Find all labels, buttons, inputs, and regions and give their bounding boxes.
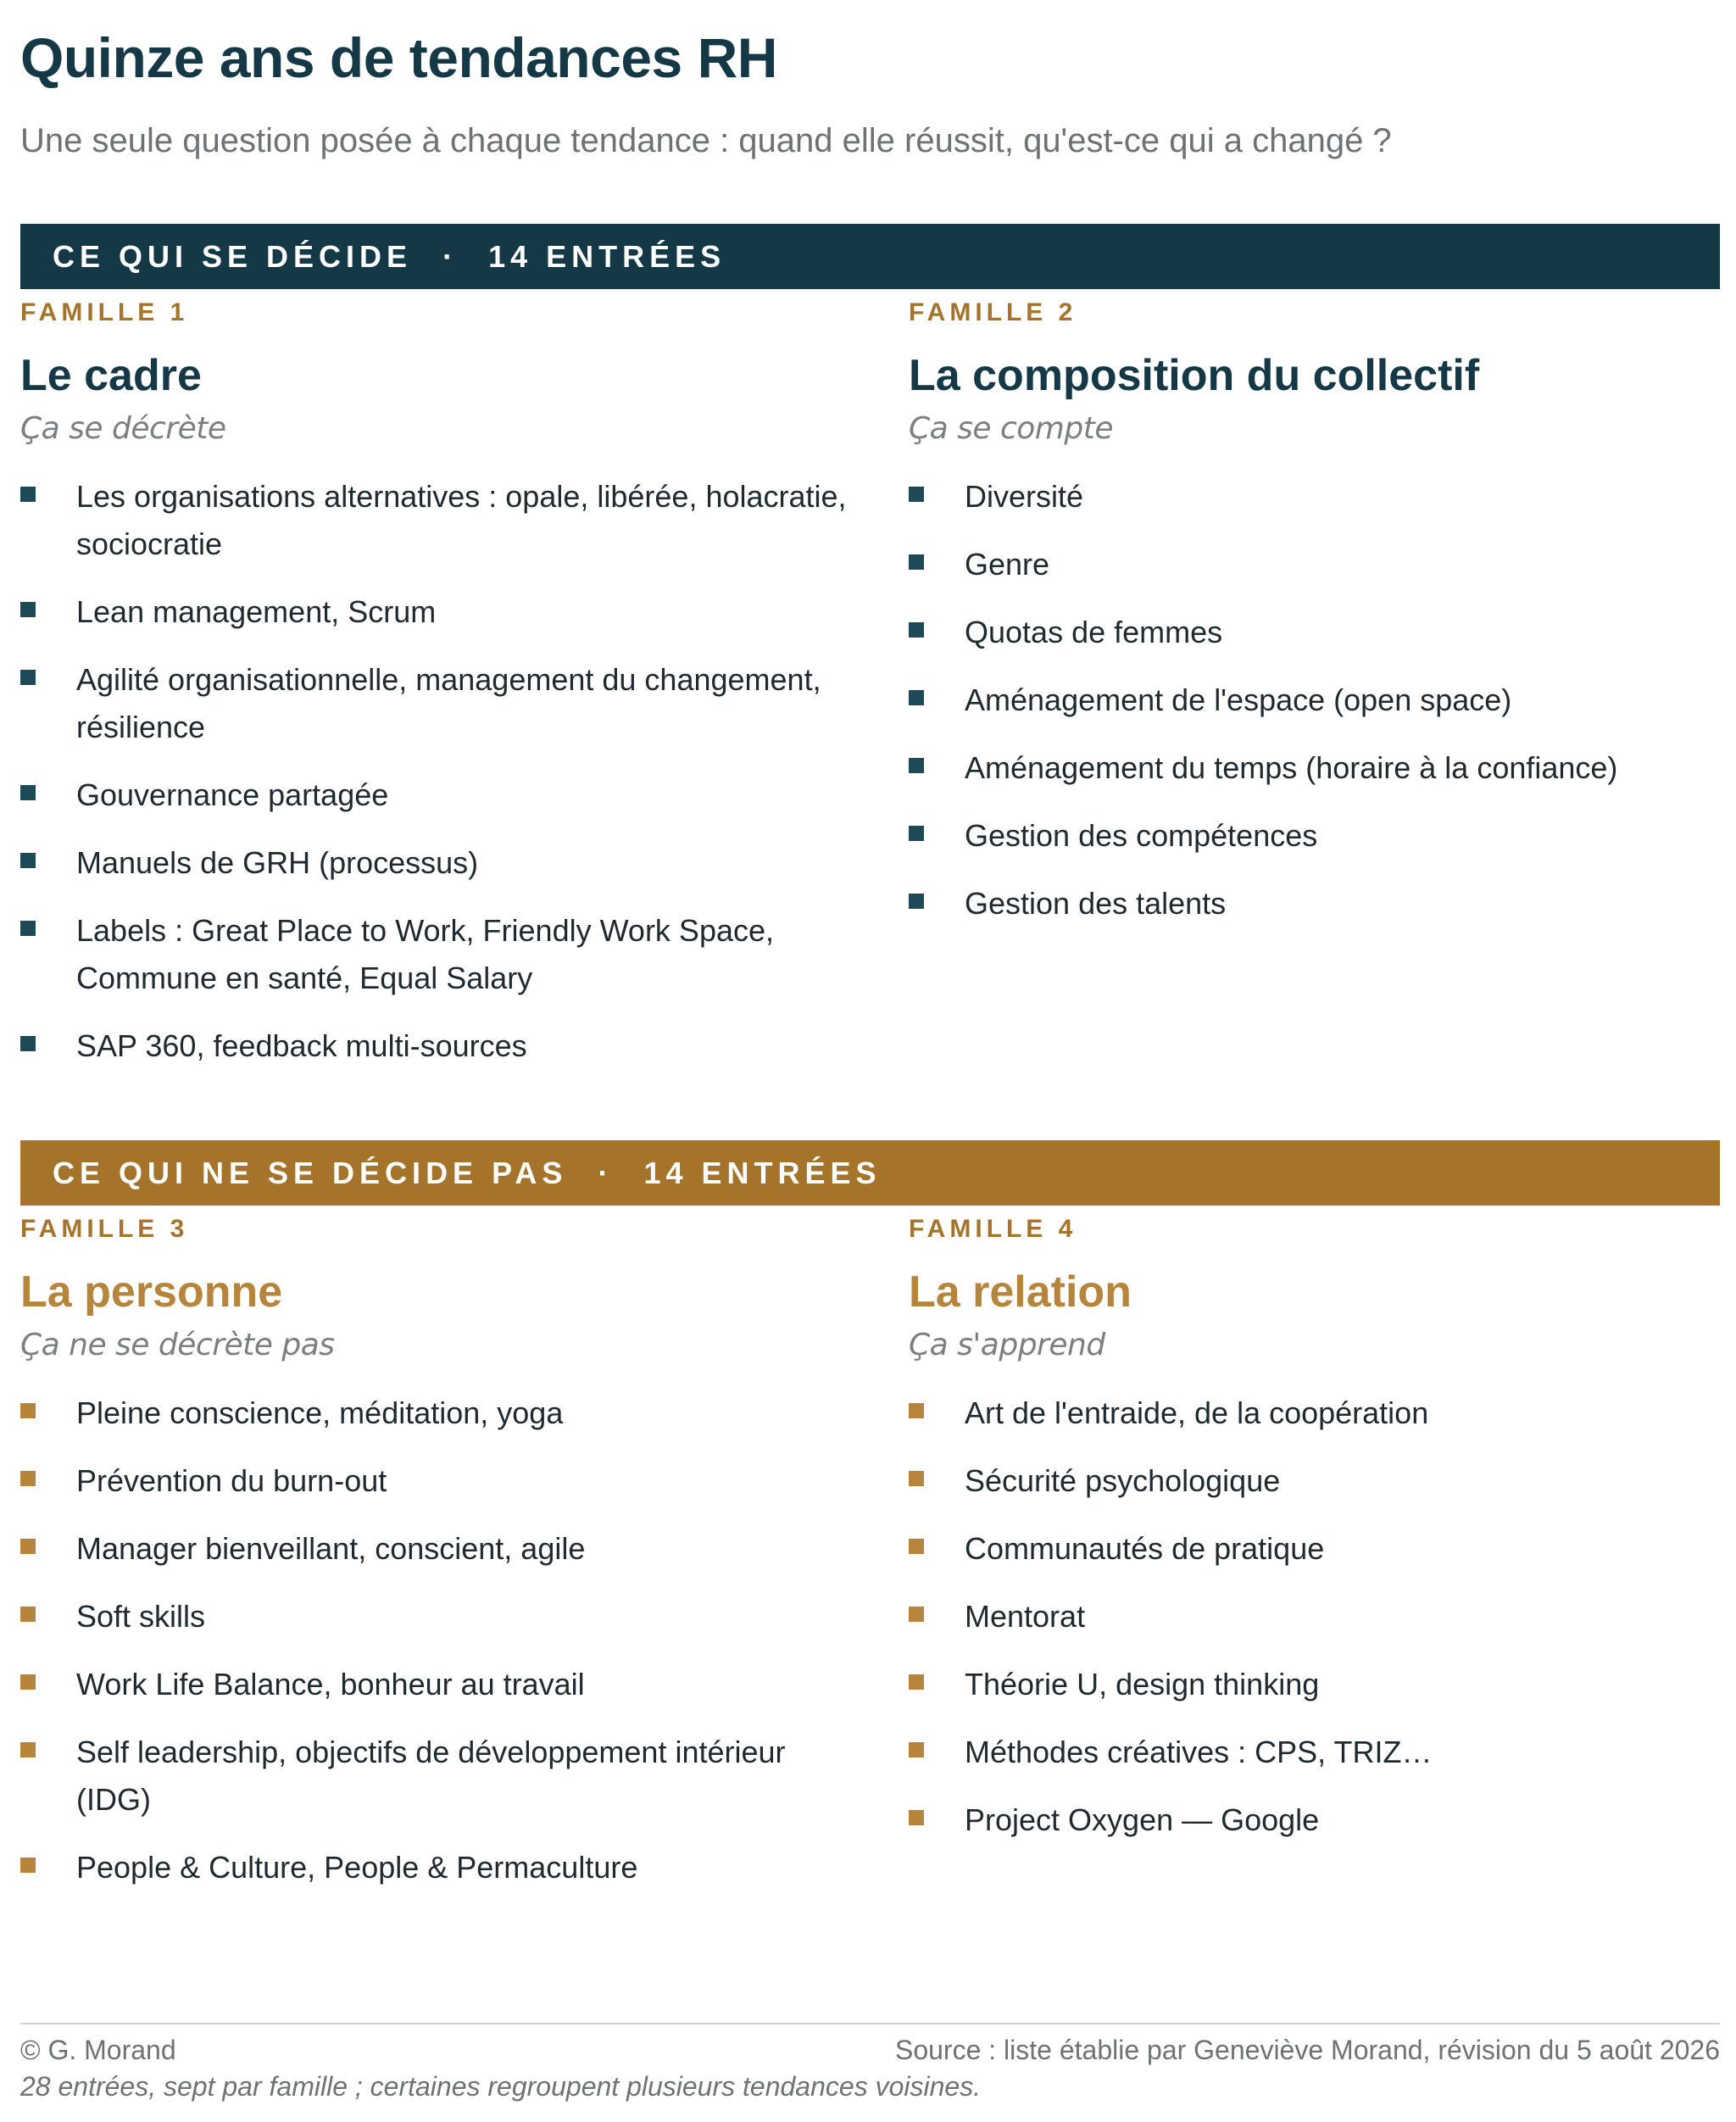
list-item-text: Méthodes créatives : CPS, TRIZ… xyxy=(965,1735,1433,1769)
bullet-square-icon xyxy=(909,487,924,502)
list-item-text: Gestion des compétences xyxy=(965,818,1318,853)
bullet-square-icon xyxy=(909,1674,924,1690)
bullet-square-icon xyxy=(20,1539,36,1554)
list-item xyxy=(20,1593,860,1640)
list-item xyxy=(20,1022,860,1070)
bullet-square-icon xyxy=(20,602,36,617)
family-label: FAMILLE 1 xyxy=(20,298,189,326)
list-item-text: Lean management, Scrum xyxy=(76,594,437,629)
family-item-list xyxy=(20,473,860,1070)
list-item-text: Gouvernance partagée xyxy=(76,777,389,812)
list-item-text: Soft skills xyxy=(76,1599,206,1634)
list-item xyxy=(909,609,1736,656)
bullet-square-icon xyxy=(20,921,36,936)
bullet-square-icon xyxy=(909,690,924,705)
list-item-text: SAP 360, feedback multi-sources xyxy=(76,1028,527,1063)
list-item xyxy=(909,541,1736,588)
page-title: Quinze ans de tendances RH xyxy=(20,26,777,89)
bullet-square-icon xyxy=(909,1607,924,1622)
list-item-text: Genre xyxy=(965,547,1050,582)
family-label: FAMILLE 3 xyxy=(20,1215,189,1243)
bullet-square-icon xyxy=(20,853,36,868)
family-title: La composition du collectif xyxy=(909,351,1480,400)
family-subtitle: Ça ne se décrète pas xyxy=(20,1328,335,1362)
section-bar-decided xyxy=(20,224,1720,289)
list-item xyxy=(20,1729,860,1824)
list-item-text: Prévention du burn-out xyxy=(76,1463,387,1498)
list-item-text: People & Culture, People & Permaculture xyxy=(76,1850,638,1885)
list-item-text: Manuels de GRH (processus) xyxy=(76,845,479,880)
bullet-square-icon xyxy=(20,487,36,502)
list-item xyxy=(909,1661,1736,1708)
bullet-square-icon xyxy=(20,1607,36,1622)
bullet-square-icon xyxy=(20,1036,36,1051)
section-separator: · xyxy=(442,239,459,274)
list-item-text: Aménagement du temps (horaire à la confiance) xyxy=(965,750,1618,785)
list-item-text: Communautés de pratique xyxy=(965,1531,1325,1566)
family-2 xyxy=(909,298,1736,948)
family-label: FAMILLE 4 xyxy=(909,1215,1077,1243)
bullet-square-icon xyxy=(909,758,924,773)
footer-note: 28 entrées, sept par famille ; certaines regroupent plusieurs tendances voisines. xyxy=(20,2071,982,2102)
section-label: CE QUI SE DÉCIDE xyxy=(53,239,413,274)
bullet-square-icon xyxy=(909,1539,924,1554)
list-item xyxy=(909,1593,1736,1640)
bullet-square-icon xyxy=(20,1674,36,1690)
list-item xyxy=(20,588,860,636)
list-item xyxy=(20,1661,860,1708)
list-item-text: Sécurité psychologique xyxy=(965,1463,1281,1498)
list-item-text: Self leadership, objectifs de développement intérieur (IDG) xyxy=(76,1735,786,1817)
list-item-text: Aménagement de l'espace (open space) xyxy=(965,682,1512,717)
list-item xyxy=(909,1390,1736,1437)
list-item-text: Gestion des talents xyxy=(965,886,1227,921)
bullet-square-icon xyxy=(20,670,36,685)
bullet-square-icon xyxy=(909,826,924,841)
list-item-text: Art de l'entraide, de la coopération xyxy=(965,1395,1429,1430)
list-item xyxy=(20,1844,860,1891)
family-3 xyxy=(20,1215,860,1912)
list-item xyxy=(20,839,860,887)
list-item xyxy=(20,1457,860,1505)
list-item xyxy=(909,880,1736,927)
section-bar-not-decided xyxy=(20,1140,1720,1206)
list-item-text: Quotas de femmes xyxy=(965,615,1223,649)
list-item xyxy=(20,907,860,1002)
list-item-text: Manager bienveillant, conscient, agile xyxy=(76,1531,586,1566)
list-item xyxy=(20,1390,860,1437)
footer-divider xyxy=(20,2023,1720,2025)
bullet-square-icon xyxy=(20,1857,36,1873)
family-item-list xyxy=(909,1390,1736,1844)
family-1 xyxy=(20,298,860,1090)
bullet-square-icon xyxy=(20,1471,36,1486)
section-count: 14 ENTRÉES xyxy=(643,1156,882,1190)
list-item xyxy=(20,771,860,819)
page-subtitle: Une seule question posée à chaque tendance : quand elle réussit, qu'est-ce qui a changé ? xyxy=(20,122,1392,159)
bullet-square-icon xyxy=(909,1742,924,1757)
list-item-text: Project Oxygen — Google xyxy=(965,1802,1320,1837)
list-item xyxy=(20,473,860,568)
section-count: 14 ENTRÉES xyxy=(488,239,726,274)
list-item xyxy=(20,656,860,751)
bullet-square-icon xyxy=(20,1403,36,1418)
bullet-square-icon xyxy=(909,1810,924,1825)
footer-source: Source : liste établie par Geneviève Morand, révision du 5 août 2026 xyxy=(894,2035,1720,2065)
list-item-text: Théorie U, design thinking xyxy=(965,1667,1320,1701)
family-label: FAMILLE 2 xyxy=(909,298,1077,326)
family-subtitle: Ça se compte xyxy=(909,411,1113,446)
bullet-square-icon xyxy=(909,894,924,909)
section-separator: · xyxy=(598,1156,614,1190)
family-4 xyxy=(909,1215,1736,1864)
family-item-list xyxy=(909,473,1736,927)
family-subtitle: Ça se décrète xyxy=(20,411,226,446)
list-item xyxy=(909,473,1736,521)
bullet-square-icon xyxy=(909,1403,924,1418)
family-title: La personne xyxy=(20,1267,283,1317)
section-label: CE QUI NE SE DÉCIDE PAS xyxy=(53,1156,568,1190)
list-item xyxy=(909,1525,1736,1573)
list-item-text: Labels : Great Place to Work, Friendly Work Space, Commune en santé, Equal Salary xyxy=(76,913,775,995)
family-subtitle: Ça s'apprend xyxy=(909,1328,1105,1362)
list-item-text: Agilité organisationnelle, management du changement, résilience xyxy=(76,662,821,744)
bullet-square-icon xyxy=(20,785,36,800)
list-item-text: Work Life Balance, bonheur au travail xyxy=(76,1667,585,1701)
infographic-page xyxy=(20,0,1720,2122)
footer-credit: © G. Morand xyxy=(20,2035,176,2065)
bullet-square-icon xyxy=(909,1471,924,1486)
family-title: La relation xyxy=(909,1267,1132,1317)
list-item xyxy=(909,1796,1736,1844)
list-item xyxy=(909,812,1736,860)
list-item-text: Les organisations alternatives : opale, libérée, holacratie, sociocratie xyxy=(76,479,847,561)
list-item xyxy=(909,1457,1736,1505)
list-item-text: Diversité xyxy=(965,479,1084,514)
list-item xyxy=(909,1729,1736,1776)
list-item xyxy=(909,677,1736,724)
list-item-text: Mentorat xyxy=(965,1599,1086,1634)
family-item-list xyxy=(20,1390,860,1891)
list-item xyxy=(20,1525,860,1573)
bullet-square-icon xyxy=(20,1742,36,1757)
list-item xyxy=(909,744,1736,792)
bullet-square-icon xyxy=(909,622,924,638)
list-item-text: Pleine conscience, méditation, yoga xyxy=(76,1395,564,1430)
bullet-square-icon xyxy=(909,554,924,570)
family-title: Le cadre xyxy=(20,351,202,400)
